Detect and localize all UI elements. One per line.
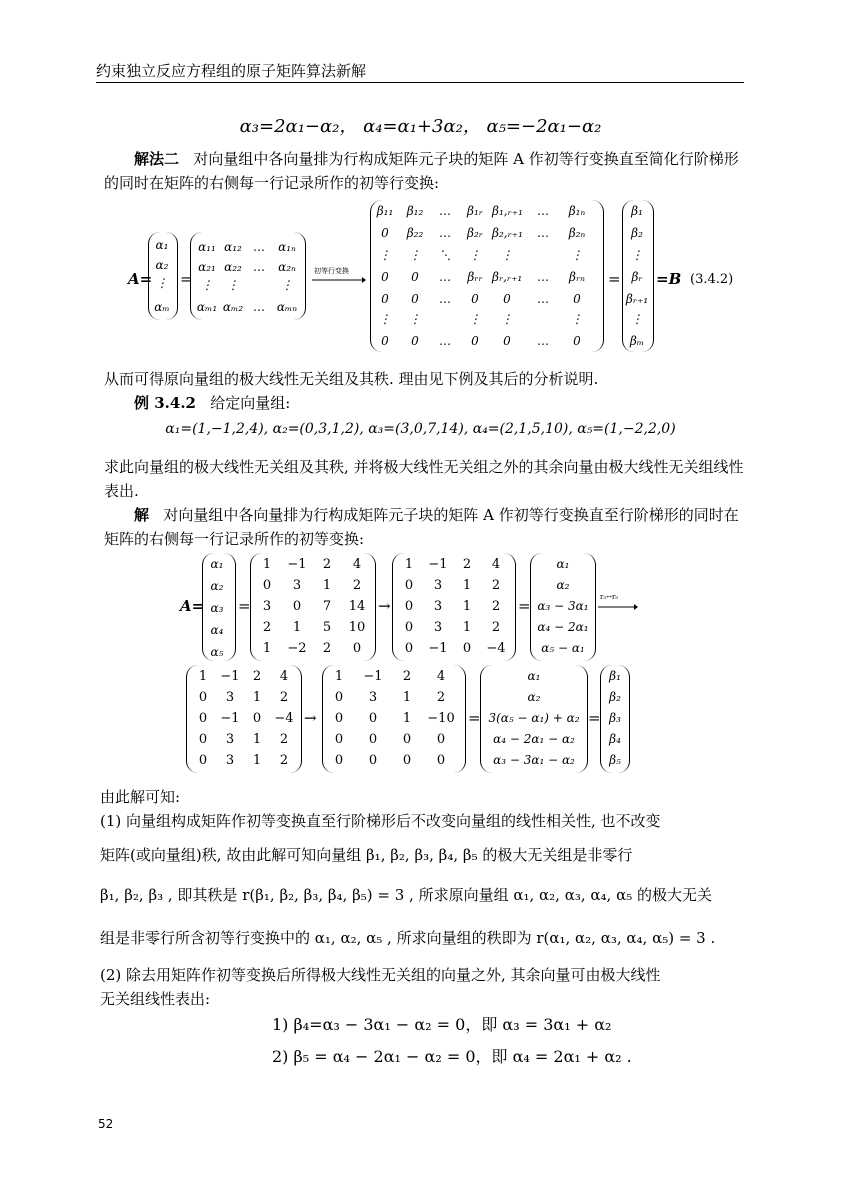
r4-entry: α₄ − 2α₁ − α₂ — [493, 732, 575, 746]
m4-cell: 0 — [368, 711, 378, 726]
m2-cell: −4 — [486, 641, 506, 656]
m1-cell: 5 — [322, 620, 332, 635]
m3-cell: 3 — [225, 690, 235, 705]
equation-alpha-relations: α₃=2α₁−α₂， α₄=α₁+3α₂， α₅=−2α₁−α₂ — [239, 116, 602, 137]
m1-cell: 2 — [262, 620, 272, 635]
running-header: 约束独立反应方程组的原子矩阵算法新解 — [96, 62, 367, 80]
m4-cell: 1 — [402, 711, 412, 726]
m3-cell: 0 — [252, 711, 262, 726]
m2-cell: 2 — [491, 578, 501, 593]
conclusion-1-line-a: (1) 向量组构成矩阵作初等变换直至行阶梯形后不改变向量组的线性相关性, 也不改变 — [100, 812, 661, 830]
m4-cell: 2 — [402, 669, 412, 684]
example-text: 给定向量组: — [210, 394, 291, 412]
swap-arrow — [598, 603, 638, 611]
m1-cell: 1 — [262, 557, 272, 572]
m3-cell: 2 — [279, 753, 289, 768]
m2-cell: 0 — [404, 578, 414, 593]
equation-number: (3.4.2) — [690, 272, 734, 287]
m4-cell: 0 — [402, 732, 412, 747]
m3-cell: 0 — [198, 732, 208, 747]
conclusion-heading: 由此解可知: — [100, 788, 181, 806]
m1-cell: 2 — [352, 578, 362, 593]
m4-cell: 0 — [368, 753, 378, 768]
m3-cell: 2 — [279, 690, 289, 705]
method2-label: 解法二 — [134, 150, 180, 168]
m1-cell: 1 — [262, 641, 272, 656]
conclusion-1-line-d: 组是非零行所含初等行变换中的 α₁, α₂, α₅ , 所求向量组的秩即为 r(α₁, α₂, α₃, α₄, α₅) = 3 . — [100, 929, 716, 947]
m4-cell: −1 — [363, 669, 383, 684]
m1-cell: −2 — [287, 641, 307, 656]
m4-cell: 0 — [436, 753, 446, 768]
m3-cell: 2 — [279, 732, 289, 747]
m2-cell: 3 — [433, 578, 443, 593]
m3-cell: 4 — [279, 669, 289, 684]
b4-entry: β₅ — [609, 753, 621, 767]
m1-cell: 0 — [352, 641, 362, 656]
m1-cell: 7 — [322, 599, 332, 614]
m1-cell: 2 — [322, 557, 332, 572]
m3-cell: 1 — [252, 732, 262, 747]
m4-cell: 0 — [436, 732, 446, 747]
vectors-equation: α₁=(1,−1,2,4), α₂=(0,3,1,2), α₃=(3,0,7,14), α₄=(2,1,5,10), α₅=(1,−2,2,0) — [165, 421, 676, 437]
row-transform-label: 初等行变换 — [314, 267, 349, 275]
r4-entry: α₁ — [527, 669, 541, 683]
b4-entry: β₄ — [609, 732, 621, 746]
m4-cell: 0 — [368, 732, 378, 747]
m2-cell: 1 — [462, 578, 472, 593]
r4-entry: α₃ − 3α₁ − α₂ — [493, 753, 575, 767]
m1-cell: −1 — [287, 557, 307, 572]
m3-cell: −1 — [220, 669, 240, 684]
ask-paragraph: 求此向量组的极大线性无关组及其秩, 并将极大线性无关组之外的其余向量由极大线性无关组线性表出. — [104, 458, 744, 500]
r2-entry: α₁ — [556, 557, 570, 571]
m4-cell: 0 — [334, 690, 344, 705]
m4-cell: 0 — [334, 711, 344, 726]
m2-cell: 2 — [491, 599, 501, 614]
linear-expression-1: 1) β₄=α₃ − 3α₁ − α₂ = 0，即 α₃ = 3α₁ + α₂ — [272, 1015, 612, 1034]
solution-paragraph — [104, 503, 744, 551]
m1-cell: 1 — [292, 620, 302, 635]
m2-cell: 2 — [491, 620, 501, 635]
m1-cell: 4 — [352, 557, 362, 572]
m2-cell: −1 — [428, 641, 448, 656]
m2-cell: −1 — [428, 557, 448, 572]
m4-cell: 1 — [334, 669, 344, 684]
m4-cell: −10 — [427, 711, 455, 726]
example-label: 例 3.4.2 — [134, 394, 196, 412]
matrix-m3 — [186, 665, 302, 773]
m3-cell: 1 — [198, 669, 208, 684]
m2-cell: 3 — [433, 620, 443, 635]
example-matrices-row2: 1 −1 2 4 0 3 1 2 0 −1 0 −4 0 3 1 2 0 3 1 2 → 1 −1 2 4 0 3 1 2 0 0 1 −10 0 0 0 0 0 0 0 0 = α₁ α₂ 3(α₅ − α₁) + α₂ α₄ − 2α₁ − α₂ α₃ − 3α₁ − α₂ = β₁ β₂ β₃ β₄ β₅ — [186, 665, 636, 775]
m4-cell: 2 — [436, 690, 446, 705]
page-number: 52 — [98, 1117, 114, 1131]
method2-text: 对向量组中各向量排为行构成矩阵元子块的矩阵 A 作初等行变换直至简化行阶梯形的同时在矩阵的右侧每一行记录所作的初等行变换: — [104, 150, 739, 192]
m3-cell: 3 — [225, 732, 235, 747]
beta-vector — [600, 665, 630, 773]
m3-cell: 2 — [252, 669, 262, 684]
matrix-m4 — [322, 665, 466, 773]
m2-cell: 1 — [462, 620, 472, 635]
solution-text: 对向量组中各向量排为行构成矩阵元子块的矩阵 A 作初等行变换直至行阶梯形的同时在矩阵的右侧每一行记录所作的初等变换: — [104, 506, 739, 548]
conclusion-1-line-b: 矩阵(或向量组)秩, 故由此解可知向量组 β₁, β₂, β₃, β₄, β₅ 的极大无关组是非零行 — [100, 846, 633, 864]
general-matrix-equation: A= α₁ α₂ ⋮ αₘ = α₁₁ α₁₂ … α₁ₙ α₂₁ α₂₂ … α₂ₙ ⋮ ⋮ ⋮ αₘ₁ αₘ₂ … αₘₙ 初等行变换 β₁₁ β₁₂ … β₁ᵣ β₁,ᵣ₊₁ … β₁ₙ 0 β₂₂ … β₂ᵣ β₂,ᵣ₊₁ … β₂ₙ ⋮ ⋮ ⋱ ⋮ ⋮ ⋮ 0 0 … βᵣᵣ βᵣ,ᵣ₊₁ … βᵣₙ 0 0 … 0 0 … 0 ⋮ ⋮ ⋮ ⋮ ⋮ 0 0 … 0 0 … 0 = β₁ β₂ ⋮ βᵣ βᵣ₊₁ ⋮ βₘ =B (3.4.2) — [128, 196, 748, 356]
m2-cell: 0 — [404, 620, 414, 635]
m4-cell: 1 — [402, 690, 412, 705]
matrix-m2 — [392, 553, 516, 661]
r4-entry: 3(α₅ − α₁) + α₂ — [488, 711, 580, 725]
m3-cell: −1 — [220, 711, 240, 726]
m4-cell: 4 — [436, 669, 446, 684]
swap-label: r₃↔r₅ — [600, 593, 619, 601]
m2-cell: 2 — [462, 557, 472, 572]
b4-entry: β₂ — [609, 690, 621, 704]
b4-entry: β₁ — [609, 669, 621, 683]
example-matrices-row1: A= α₁ α₂ α₃ α₄ α₅ = 1 −1 2 4 0 3 1 2 3 0 7 14 2 1 5 10 1 −2 2 0 → 1 −1 2 4 0 3 1 2 0 3 1 2 0 3 1 2 0 −1 0 −4 = α₁ α₂ α₃ − 3α₁ α₄ − 2α₁ α₅ − α₁ r₃↔r₅ — [180, 553, 650, 663]
r2-entry: α₂ — [556, 578, 570, 592]
record-column-r2 — [530, 553, 596, 661]
r4-entry: α₂ — [527, 690, 541, 704]
m1-cell: 2 — [322, 641, 332, 656]
b4-entry: β₃ — [609, 711, 621, 725]
conclusion-2-line-b: 无关组线性表出: — [100, 990, 211, 1008]
r2-entry: α₄ − 2α₁ — [537, 620, 589, 634]
m2-cell: 0 — [404, 641, 414, 656]
m1-cell: 10 — [348, 620, 366, 635]
m1-cell: 14 — [348, 599, 366, 614]
m2-cell: 1 — [404, 557, 414, 572]
matrix-m1 — [250, 553, 376, 661]
transform-arrow — [312, 276, 366, 284]
solution-label: 解 — [134, 506, 150, 524]
conclusion-2-line-a: (2) 除去用矩阵作初等变换后所得极大线性无关组的向量之外, 其余向量可由极大线性 — [100, 966, 661, 984]
m2-cell: 0 — [462, 641, 472, 656]
m3-cell: 1 — [252, 690, 262, 705]
m2-cell: 3 — [433, 599, 443, 614]
r2-entry: α₃ − 3α₁ — [537, 599, 589, 613]
m1-cell: 3 — [292, 578, 302, 593]
r2-entry: α₅ − α₁ — [541, 641, 585, 655]
header-rule — [96, 82, 744, 83]
conclusion-1-line-c: β₁, β₂, β₃ , 即其秩是 r(β₁, β₂, β₃, β₄, β₅) = 3 , 所求原向量组 α₁, α₂, α₃, α₄, α₅ 的极大无关 — [100, 886, 712, 904]
m4-cell: 0 — [334, 753, 344, 768]
m2-cell: 4 — [491, 557, 501, 572]
m3-cell: 0 — [198, 753, 208, 768]
m3-cell: 0 — [198, 711, 208, 726]
m3-cell: 3 — [225, 753, 235, 768]
method2-paragraph — [104, 147, 744, 195]
example-heading — [134, 391, 734, 415]
m2-cell: 1 — [462, 599, 472, 614]
m2-cell: 0 — [404, 599, 414, 614]
m1-cell: 0 — [292, 599, 302, 614]
m4-cell: 0 — [402, 753, 412, 768]
after-paragraph: 从而可得原向量组的极大线性无关组及其秩. 理由见下例及其后的分析说明. — [104, 370, 599, 388]
m3-cell: 1 — [252, 753, 262, 768]
m3-cell: −4 — [274, 711, 294, 726]
m4-cell: 0 — [334, 732, 344, 747]
record-column-r4 — [480, 665, 588, 773]
linear-expression-2: 2) β₅ = α₄ − 2α₁ − α₂ = 0，即 α₄ = 2α₁ + α₂ . — [272, 1047, 632, 1066]
m4-cell: 3 — [368, 690, 378, 705]
matrix-A-symbol: A= — [128, 270, 153, 288]
m1-cell: 3 — [262, 599, 272, 614]
m1-cell: 1 — [322, 578, 332, 593]
m1-cell: 0 — [262, 578, 272, 593]
m3-cell: 0 — [198, 690, 208, 705]
